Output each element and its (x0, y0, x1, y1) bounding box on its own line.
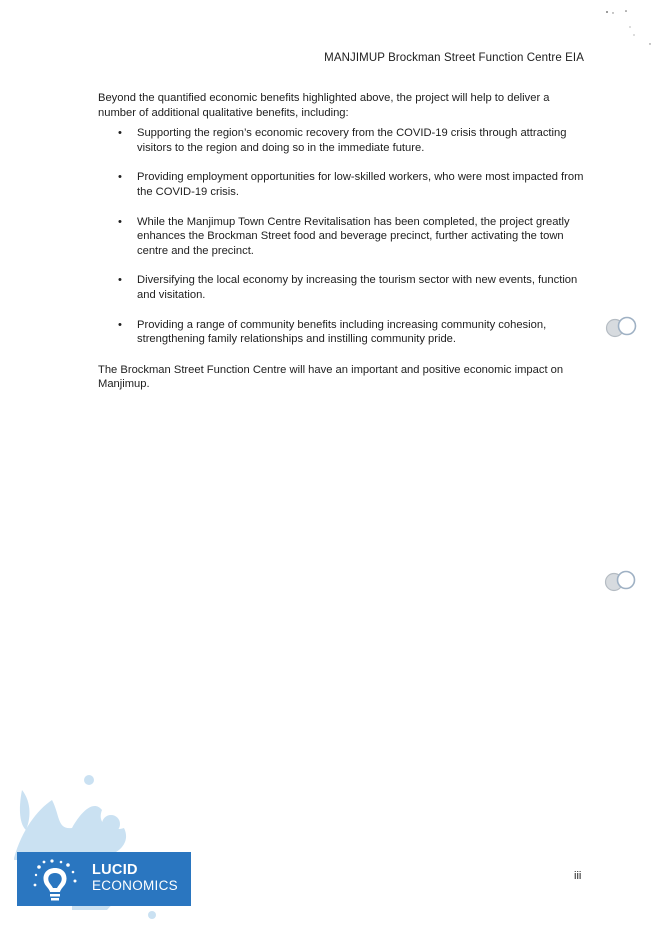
punch-hole-bottom (603, 570, 637, 592)
list-item (98, 318, 588, 347)
bullet-icon: • (118, 274, 122, 287)
document-body (98, 91, 588, 392)
logo-line-1: LUCID (92, 862, 138, 878)
bullet-icon: • (118, 318, 122, 331)
intro-paragraph: Beyond the quantified economic benefits highlighted above, the project will help to deliver a number of additional qualitative benefits, including: (98, 92, 550, 119)
bullet-icon: • (118, 127, 122, 140)
list-item (98, 170, 588, 199)
punch-hole-top (604, 316, 638, 338)
company-logo-text (92, 862, 178, 894)
list-item-text: Supporting the region’s economic recovery from the COVID-19 crisis through attracting visitors to the region and doing so in the immediate future. (137, 127, 567, 154)
list-item-text: Diversifying the local economy by increasing the tourism sector with new events, function and visitation. (137, 274, 578, 301)
page-number: iii (574, 870, 582, 882)
bullet-icon: • (118, 215, 122, 228)
logo-line-2: ECONOMICS (92, 878, 178, 893)
list-item (98, 215, 588, 259)
closing-paragraph: The Brockman Street Function Centre will have an important and positive economic impact on Manjimup. (98, 363, 564, 391)
list-item-text: While the Manjimup Town Centre Revitalisation has been completed, the project greatly enhances the Brockman Street food and beverage precinct, further activating the town centre and the precinct. (137, 215, 570, 257)
page-header-title: MANJIMUP Brockman Street Function Centre EIA (324, 52, 584, 64)
bullet-icon: • (118, 171, 122, 184)
list-item-text: Providing employment opportunities for low-skilled workers, who were most impacted from the COVID-19 crisis. (137, 171, 584, 198)
benefits-list (98, 126, 588, 347)
list-item (98, 273, 588, 302)
list-item-text: Providing a range of community benefits including increasing community cohesion, strengthening family relationships and instilling community pride. (137, 318, 547, 346)
lightbulb-icon (33, 859, 81, 901)
logo-splash-decoration (12, 770, 172, 930)
scan-speck-marks (600, 6, 660, 56)
list-item (98, 126, 588, 155)
